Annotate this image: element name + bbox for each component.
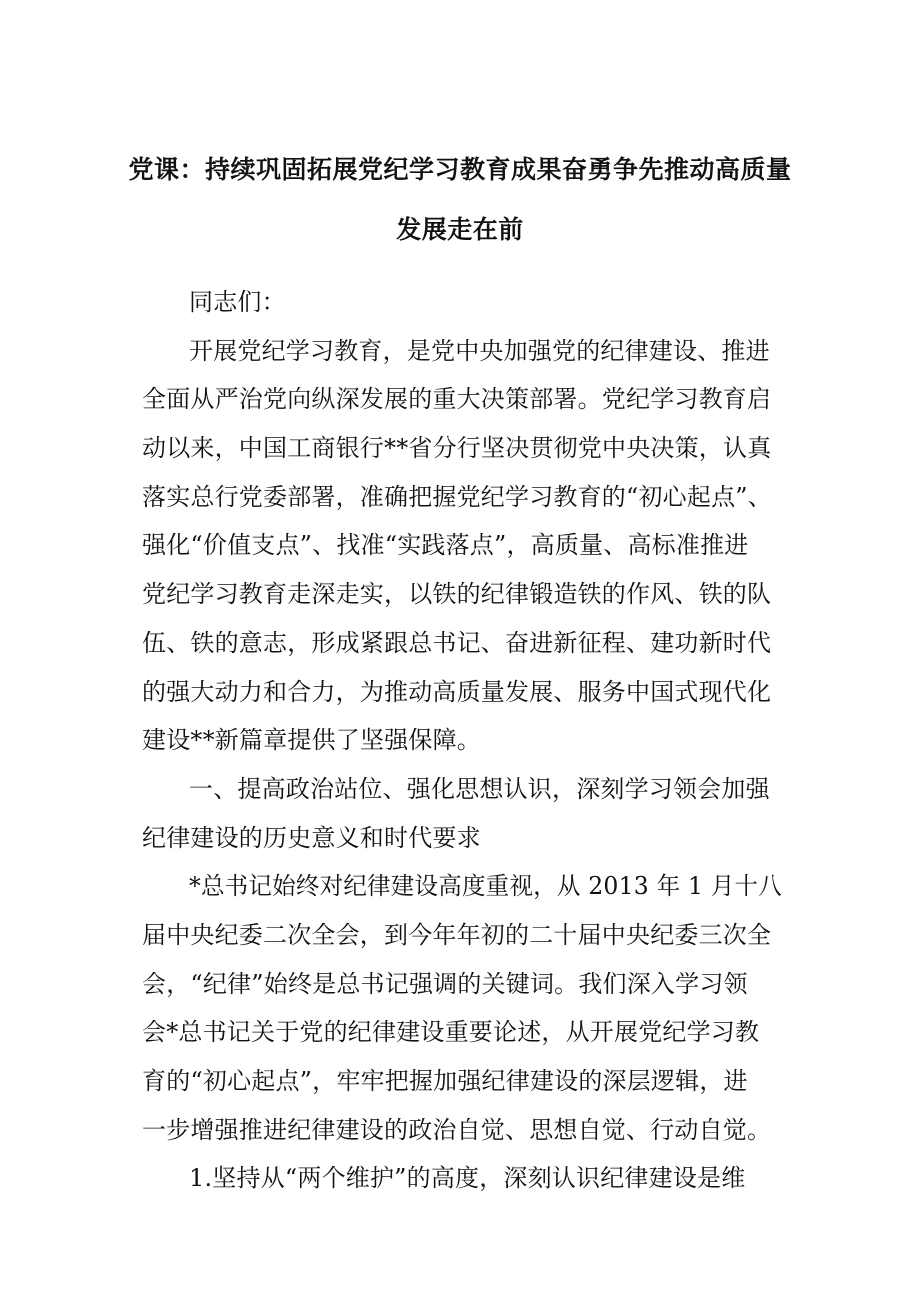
text-line: 强化“价值支点”、找准“实践落点”，高质量、高标准推进 <box>142 531 749 560</box>
text-line: 育的“初心起点”，牢牢把握加强纪律建设的深层逻辑，进 <box>142 1067 748 1095</box>
text-line: 党纪学习教育走深走实，以铁的纪律锻造铁的作风、铁的队 <box>142 580 772 609</box>
text-line: 一步增强推进纪律建设的政治自觉、思想自觉、行动自觉。 <box>142 1115 772 1144</box>
text-line: 建设**新篇章提供了坚强保障。 <box>142 726 481 755</box>
text-line: 动以来，中国工商银行**省分行坚决贯彻党中央决策，认真 <box>142 434 772 463</box>
text-line: 一、提高政治站位、强化思想认识，深刻学习领会加强 <box>189 774 770 803</box>
text-line: 全面从严治党向纵深发展的重大决策部署。党纪学习教育启 <box>142 385 772 414</box>
text-line: 开展党纪学习教育，是党中央加强党的纪律建设、推进 <box>189 336 770 365</box>
text-line: 会*总书记关于党的纪律建设重要论述，从开展党纪学习教 <box>142 1018 760 1047</box>
document-body <box>142 287 782 1212</box>
text-line: 伍、铁的意志，形成紧跟总书记、奋进新征程、建功新时代 <box>142 628 772 657</box>
text-line: 届中央纪委二次全会，到今年年初的二十届中央纪委三次全 <box>142 920 772 949</box>
text-line: 1.坚持从“两个维护”的高度，深刻认识纪律建设是维 <box>189 1164 746 1193</box>
text-line: 同志们： <box>189 288 286 316</box>
text-line: 落实总行党委部署，准确把握党纪学习教育的“初心起点”、 <box>142 482 772 511</box>
text-line: 纪律建设的历史意义和时代要求 <box>142 823 481 852</box>
text-line: *总书记始终对纪律建设高度重视，从 2013 年 1 月十八 <box>189 872 783 901</box>
text-line: 会，“纪律”始终是总书记强调的关键词。我们深入学习领 <box>142 969 748 998</box>
document-title-line-1: 党课：持续巩固拓展党纪学习教育成果奋勇争先推动高质量 <box>128 155 792 184</box>
document-title-line-2: 发展走在前 <box>396 215 524 244</box>
text-line: 的强大动力和合力，为推动高质量发展、服务中国式现代化 <box>142 677 772 706</box>
